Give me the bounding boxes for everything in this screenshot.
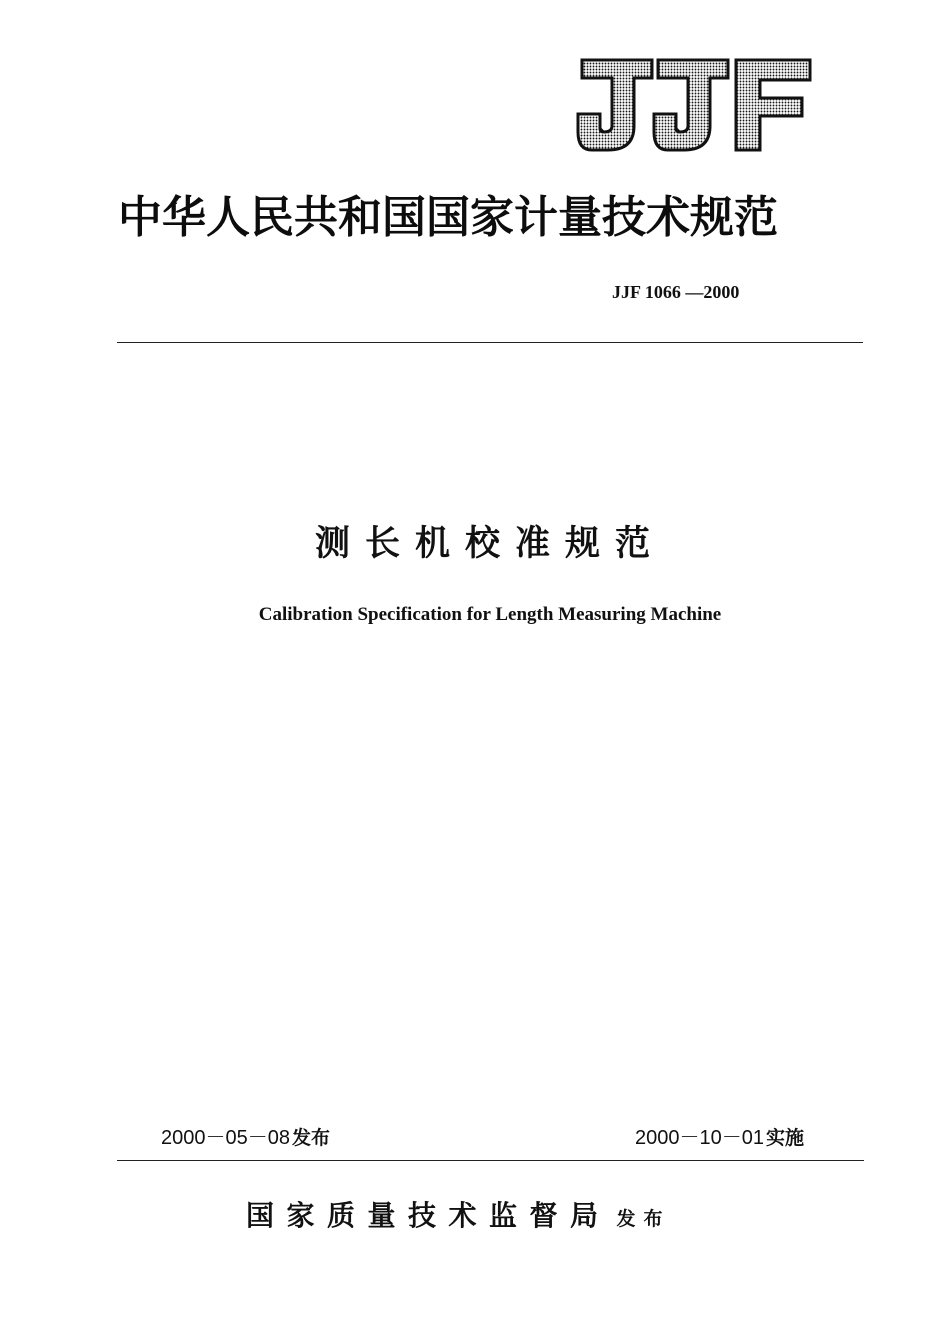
specification-title-en: Calibration Specification for Length Measuring Machine — [258, 604, 722, 625]
issuer-line — [246, 1196, 671, 1239]
issue-label: 发布 — [291, 1127, 330, 1149]
document-number: JJF 1066 —2000 — [612, 282, 740, 302]
logo-letter-f — [736, 60, 810, 150]
logo-letter-j1 — [578, 60, 652, 150]
issuer-name: 国家质量技术监督局 — [246, 1199, 611, 1232]
issue-date-line — [161, 1125, 330, 1151]
effective-date: 2000－10－01 — [635, 1127, 764, 1149]
bottom-divider — [117, 1160, 864, 1161]
effective-date-line — [635, 1125, 804, 1151]
issuer-suffix: 发布 — [616, 1208, 671, 1230]
top-divider — [117, 342, 863, 343]
country-standard-title: 中华人民共和国国家计量技术规范 — [118, 192, 778, 243]
issue-date: 2000－05－08 — [161, 1127, 290, 1149]
specification-title-cn: 测长机校准规范 — [314, 524, 665, 564]
logo-letter-j2 — [654, 60, 728, 150]
jjf-logo — [574, 56, 814, 154]
effective-label: 实施 — [765, 1127, 804, 1149]
jjf-logo-mark — [574, 56, 814, 154]
